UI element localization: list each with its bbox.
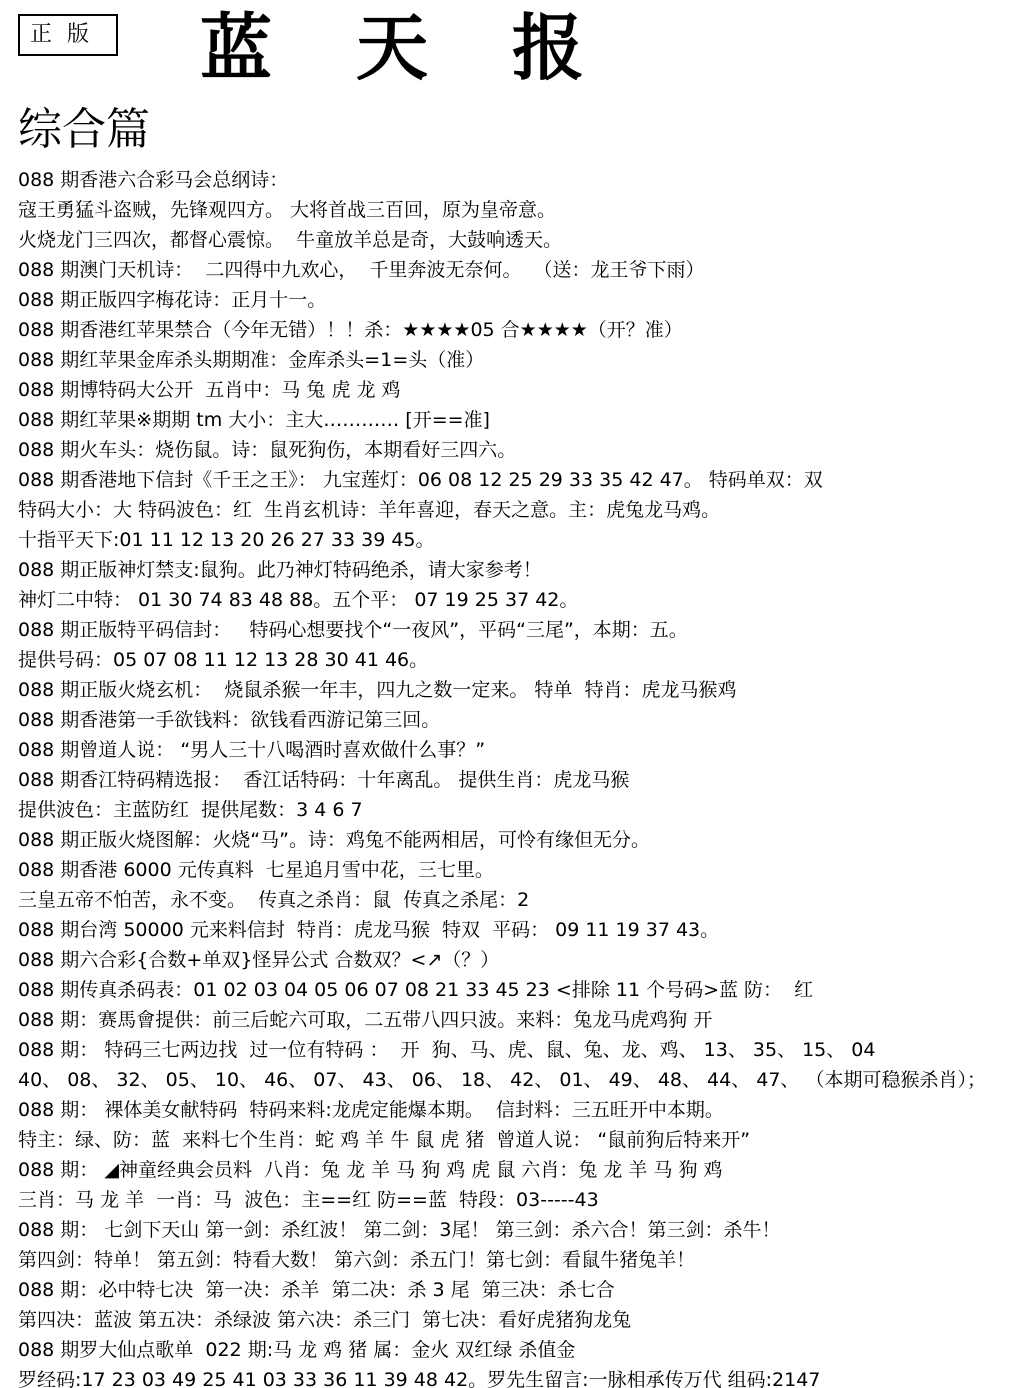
text-line: 088 期正版四字梅花诗：正月十一。 [18,289,327,311]
article-lines [18,165,1018,1388]
text-line: 提供号码：05 07 08 11 12 13 28 30 41 46。 [18,649,429,671]
text-line: 088 期红苹果金库杀头期期准：金库杀头=1=头（准） [18,349,485,371]
text-line: 三肖：马 龙 羊 一肖：马 波色：主==红 防==蓝 特段：03-----43 [18,1189,599,1211]
text-line: 088 期博特码大公开 五肖中：马 兔 虎 龙 鸡 [18,379,401,401]
text-line: 十指平天下:01 11 12 13 20 26 27 33 39 45。 [18,529,435,551]
text-line: 火烧龙门三四次，都督心震惊。 牛童放羊总是奇，大鼓响透天。 [18,229,563,251]
edition-badge: 正 版 [18,14,118,56]
text-line: 第四决：蓝波 第五决：杀绿波 第六决：杀三门 第七决：看好虎猪狗龙兔 [18,1309,632,1331]
text-line: 088 期香江特码精选报： 香江话特码：十年离乱。 提供生肖：虎龙马猴 [18,769,630,791]
text-line: 088 期： 特码三七两边找 过一位有特码 ： 开 狗、马、虎、鼠、兔、龙、鸡、 13、 35、 15、 04 [18,1039,876,1061]
text-line: 罗经码:17 23 03 49 25 41 03 33 36 11 39 48 42。罗先生留言:一脉相承传万代 组码:2147 [18,1369,821,1388]
text-line: 088 期正版神灯禁支:鼠狗。此乃神灯特码绝杀，请大家参考！ [18,559,542,581]
text-line: 088 期： 七剑下天山 第一剑：杀红波！ 第二剑：3尾！ 第三剑：杀六合！第三剑：杀牛！ [18,1219,781,1241]
text-line: 088 期： ◢神童经典会员料 八肖：兔 龙 羊 马 狗 鸡 虎 鼠 六肖：兔 龙 羊 马 狗 鸡 [18,1159,723,1181]
text-line: 088 期曾道人说： “男人三十八喝酒时喜欢做什么事？” [18,739,486,761]
text-line: 088 期香港第一手欲钱料：欲钱看西游记第三回。 [18,709,441,731]
text-line: 三皇五帝不怕苦，永不变。 传真之杀肖：鼠 传真之杀尾：2 [18,889,530,911]
text-line: 第四剑：特单！ 第五剑：特看大数！ 第六剑：杀五门！第七剑：看鼠牛猪兔羊！ [18,1249,696,1271]
text-line: 特码大小：大 特码波色：红 生肖玄机诗：羊年喜迎，春天之意。主：虎兔龙马鸡。 [18,499,721,521]
section-heading: 综合篇 [18,104,150,155]
text-line: 088 期红苹果※期期 tm 大小：主大………… [开==准] [18,409,490,431]
text-line: 088 期香港六合彩马会总纲诗： [18,169,289,191]
text-line: 088 期香港 6000 元传真料 七星追月雪中花，三七里。 [18,859,494,881]
text-line: 088 期正版火烧图解：火烧“马”。诗：鸡兔不能两相居，可怜有缘但无分。 [18,829,650,851]
text-line: 088 期：必中特七决 第一决：杀羊 第二决：杀 3 尾 第三决：杀七合 [18,1279,615,1301]
text-line: 088 期香港红苹果禁合（今年无错）！！杀：★★★★05 合★★★★（开？准） [18,319,683,341]
text-line: 088 期：赛馬會提供：前三后蛇六可取，二五带八四只波。来料：兔龙马虎鸡狗 开 [18,1009,713,1031]
text-line: 神灯二中特： 01 30 74 83 48 88。五个平： 07 19 25 37 42。 [18,589,579,611]
text-line: 088 期： 裸体美女献特码 特码来料:龙虎定能爆本期。 信封料：三五旺开中本期。 [18,1099,724,1121]
text-line: 088 期火车头：烧伤鼠。诗：鼠死狗伤，本期看好三四六。 [18,439,517,461]
text-line: 088 期传真杀码表：01 02 03 04 05 06 07 08 21 33 45 23 <排除 11 个号码>蓝 防： 红 [18,979,814,1001]
newspaper-title: 蓝天报 [200,5,669,90]
text-line: 088 期罗大仙点歌单 022 期:马 龙 鸡 猪 属：金火 双红绿 杀值金 [18,1339,576,1361]
text-line: 088 期香港地下信封《千王之王》： 九宝莲灯：06 08 12 25 29 33 35 42 47。 特码单双：双 [18,469,823,491]
text-line: 088 期澳门天机诗： 二四得中九欢心， 千里奔波无奈何。 （送：龙王爷下雨） [18,259,705,281]
text-line: 088 期正版火烧玄机： 烧鼠杀猴一年丰，四九之数一定来。 特单 特肖：虎龙马猴鸡 [18,679,737,701]
text-line: 088 期正版特平码信封： 特码心想要找个“一夜风”，平码“三尾”，本期：五。 [18,619,688,641]
text-line: 提供波色：主蓝防红 提供尾数：3 4 6 7 [18,799,363,821]
text-line: 特主：绿、防：蓝 来料七个生肖：蛇 鸡 羊 牛 鼠 虎 猪 曾道人说： “鼠前狗后特来开” [18,1129,751,1151]
text-line: 40、 08、 32、 05、 10、 46、 07、 43、 06、 18、 42、 01、 49、 48、 44、 47、 （本期可稳猴杀肖）； [18,1069,986,1091]
text-line: 088 期台湾 50000 元来料信封 特肖：虎龙马猴 特双 平码： 09 11 19 37 43。 [18,919,720,941]
text-line: 寇王勇猛斗盗贼，先锋观四方。 大将首战三百回，原为皇帝意。 [18,199,557,221]
text-line: 088 期六合彩{合数+单双}怪异公式 合数双？<↗（？） [18,949,500,971]
